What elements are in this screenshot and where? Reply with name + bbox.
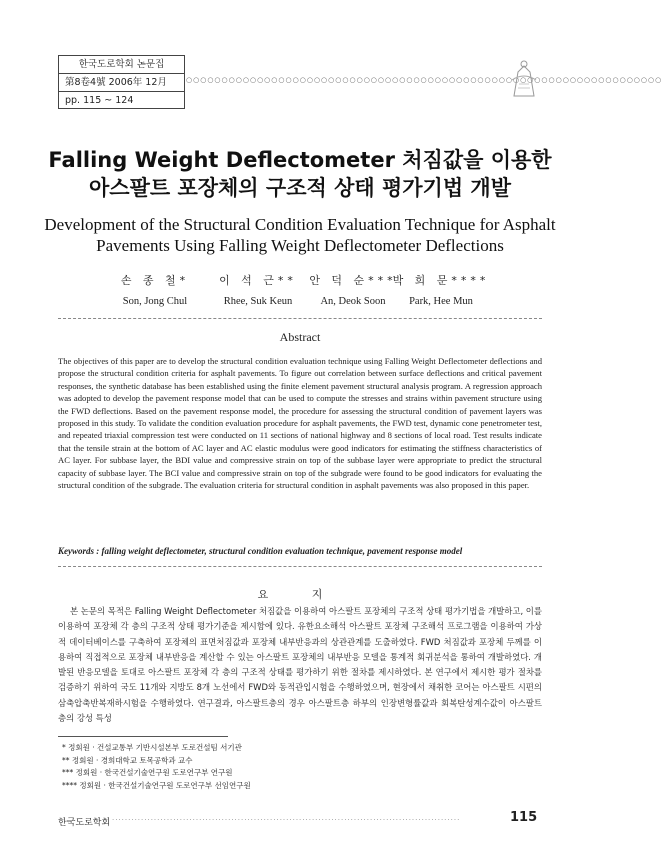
author-1-english: Son, Jong Chul	[122, 296, 188, 307]
footer-society: 한국도로학회	[58, 818, 111, 828]
journal-logo-icon	[508, 58, 540, 100]
footnote-divider	[58, 736, 228, 737]
footnote-4: **** 정회원 · 한국건설기술연구원 도로연구부 선임연구원	[62, 780, 251, 790]
footnote-3: *** 정회원 · 한국건설기술연구원 도로연구부 연구원	[62, 768, 233, 778]
abstract-heading: Abstract	[279, 330, 321, 344]
author-1	[100, 272, 210, 307]
author-1-korean: 손 종 철*	[120, 274, 190, 287]
author-3-english: An, Deok Soon	[320, 296, 386, 307]
author-4-korean: 박 희 문****	[392, 274, 490, 287]
abstract-body: The objectives of this paper are to develop the structural condition evaluation technique using Falling Weight Deflectometer deflections and propose the structural condition criteria for asphalt pavements. To figure out correlation between surface deflections and critical pavement responses, the synthetic database has been established using the finite element pavement structural analysis program. A regression approach was adopted to develop the pavement response model that can be used to compute the stresses and strains within pavement structure using the FWD deflections. Based on the pavement response model, the procedure for assessing the structural condition of pavement layers was proposed in this study. To validate the condition evaluation procedure for asphalt pavements, the FWD test, dynamic cone penetrometer test, and repeated triaxial compression test were conducted on 11 sections of national highway and 8 sections of local road. Test results indicate that the tensile strain at the bottom of AC layer and AC elastic modulus were good indicators for estimating the stiffness characteristics of AC layer. For subbase layer, the BDI value and compressive strain on top of the subbase layer were appropriate to predict the structural capacity of subbase layer. The BCI value and compressive strain on top of the subgrade were found to be good indicators for evaluating the structural condition of the subgrade. The evaluation criteria for structural condition in asphalt pavements was also proposed in this paper.	[58, 356, 542, 491]
title-english-line1: Development of the Structural Condition Evaluation Technique for Asphalt	[44, 215, 556, 234]
author-2	[203, 272, 313, 307]
divider-middle	[58, 566, 542, 567]
title-korean-line1: Falling Weight Deflectometer 처짐값을 이용한	[48, 148, 552, 172]
korean-abstract-body: 본 논문의 목적은 Falling Weight Deflectometer 처짐값을 이용하여 아스팔트 포장체의 구조적 상태 평가기법을 개발하고, 이를 이용하여 포장체 각 층의 구조적 상태 평가기준을 제시함에 있다. 유한요소해석 아스팔트 포장체 구조해석 프로그램을 이용하여 가상적 데이터베이스를 구축하여 포장체의 표면처짐값과 포장체 내부반응과의 상관관계를 도출하였다. FWD 처짐값과 포장체 두께를 이용하여 직접적으로 포장체 내부반응을 계산할 수 있는 아스팔트 포장체의 내부반응 모델을 통계적 회귀분석을 통하여 개발하였다. 개발된 반응모델을 토대로 아스팔트 포장체 각 층의 구조적 상태를 평가하기 위한 절차를 제시하였다. 본 연구에서 제시한 평가 절차를 검증하기 위하여 국도 11개와 지방도 8개 노선에서 FWD와 동적관입시험을 수행하였으며, 현장에서 채취한 코어는 아스팔트 시편의 삼축압축반복재하시험을 수행하였다. 연구결과, 아스팔트층의 경우 아스팔트층 하부의 인장변형률값과 회복탄성계수값이 아스팔트 층의 강성 특성	[58, 606, 542, 724]
footnote-1: * 정회원 · 건설교통부 기반시설본부 도로건설팀 서기관	[62, 743, 242, 752]
header-dotted-rule: ○○○○○○○○○○○○○○○○○○○○○○○○○○○○○○○○○○○○○○○○○○○○○○○○○○○○○○○○○○○○○○○○○○○	[186, 76, 662, 84]
keywords: Keywords : falling weight deflectometer, structural condition evaluation technique, pavement response model	[58, 546, 463, 556]
journal-info-box	[58, 55, 185, 109]
footer-dotted-rule: ············································································································	[112, 816, 461, 824]
page-range: pp. 115 ~ 124	[65, 95, 134, 106]
divider-top	[58, 318, 542, 319]
korean-abstract-heading: 요 지	[257, 588, 343, 601]
volume-issue: 第8卷4號 2006年 12月	[59, 74, 184, 92]
title-english-line2: Pavements Using Falling Weight Deflectometer Deflections	[96, 236, 504, 255]
page-number: 115	[510, 810, 538, 825]
author-2-english: Rhee, Suk Keun	[223, 296, 293, 307]
author-4-english: Park, Hee Mun	[409, 296, 473, 307]
footnotes	[62, 742, 251, 792]
author-4	[386, 272, 496, 307]
author-2-korean: 이 석 근**	[219, 274, 297, 287]
title-korean-line2: 아스팔트 포장체의 구조적 상태 평가기법 개발	[89, 176, 511, 200]
footnote-2: ** 정회원 · 경희대학교 토목공학과 교수	[62, 755, 193, 765]
author-3-korean: 안 덕 순***	[309, 274, 397, 287]
journal-name: 한국도로학회 논문집	[59, 56, 184, 74]
